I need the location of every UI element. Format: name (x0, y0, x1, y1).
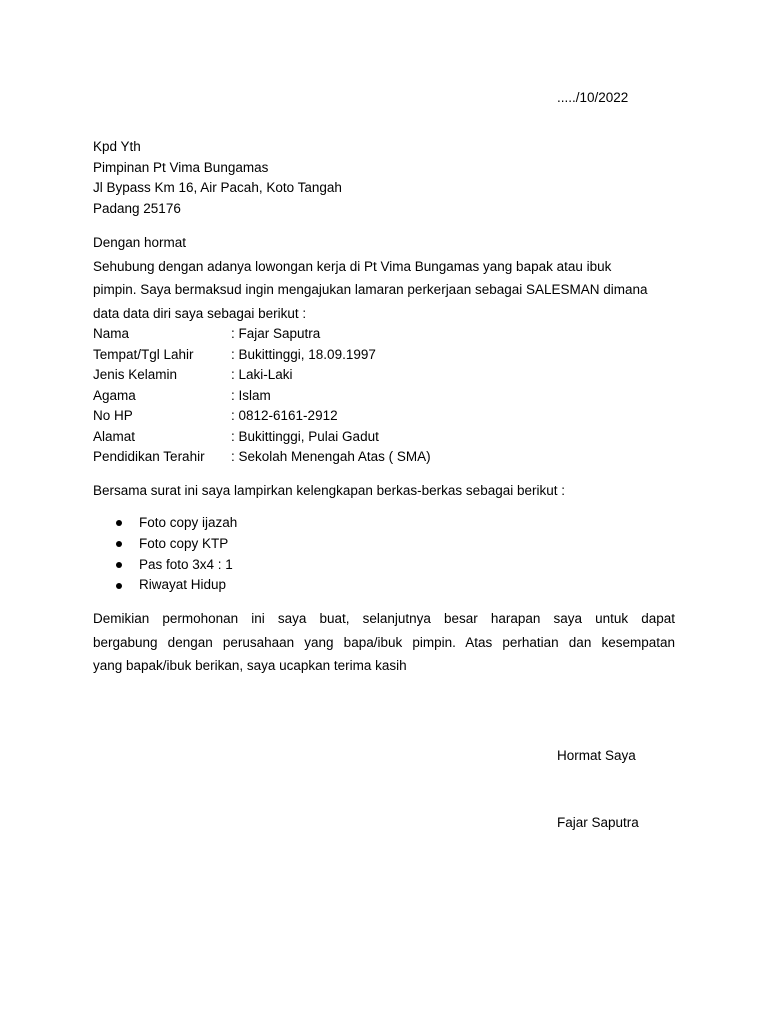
detail-label: Jenis Kelamin (93, 367, 178, 382)
detail-row (93, 406, 653, 427)
detail-label: Agama (93, 387, 136, 403)
recipient-line: Pimpinan Pt Vima Bungamas (93, 159, 269, 175)
list-item (93, 555, 237, 576)
opening-block (93, 231, 675, 325)
recipient-block (93, 137, 653, 219)
closing-line: bergabung dengan perusahaan yang bapa/ibuk pimpin. Atas perhatian dan kesempatan (93, 634, 675, 650)
detail-row (93, 427, 653, 448)
intro-line: Sehubung dengan adanya lowongan kerja di Pt Vima Bungamas yang bapak atau ibuk (93, 258, 612, 274)
detail-value: : Islam (231, 387, 271, 403)
detail-label: Alamat (93, 428, 136, 444)
attachment-text: Foto copy KTP (139, 535, 229, 551)
list-item (93, 513, 237, 534)
intro-line: data data diri saya sebagai berikut : (93, 305, 307, 321)
detail-label: No HP (93, 408, 133, 423)
attachments-list (93, 513, 237, 596)
letter-date: ...../10/2022 (557, 90, 629, 105)
intro-line: pimpin. Saya bermaksud ingin mengajukan lamaran perkerjaan sebagai SALESMAN dimana (93, 282, 648, 297)
closing-line: Demikian permohonan ini saya buat, selanjutnya besar harapan saya untuk dapat (93, 611, 675, 626)
detail-label: Nama (93, 326, 130, 341)
bullet-icon (116, 562, 122, 568)
detail-row (93, 345, 653, 366)
detail-row (93, 365, 653, 386)
personal-details (93, 324, 653, 468)
bullet-icon (116, 541, 122, 547)
attachment-text: Riwayat Hidup (139, 577, 227, 593)
detail-value: : Bukittinggi, Pulai Gadut (231, 428, 379, 444)
detail-label: Pendidikan Terahir (93, 449, 205, 464)
detail-label: Tempat/Tgl Lahir (93, 346, 194, 362)
recipient-line: Jl Bypass Km 16, Air Pacah, Koto Tangah (93, 180, 342, 195)
sign-greeting: Hormat Saya (557, 748, 636, 763)
bullet-icon (116, 583, 122, 589)
recipient-line: Kpd Yth (93, 139, 141, 154)
closing-line: yang bapak/ibuk berikan, saya ucapkan terima kasih (93, 658, 407, 673)
recipient-line: Padang 25176 (93, 200, 181, 216)
detail-value: : Bukittinggi, 18.09.1997 (231, 346, 376, 362)
attachments-intro: Bersama surat ini saya lampirkan kelengkapan berkas-berkas sebagai berikut : (93, 483, 565, 498)
list-item (93, 575, 237, 596)
detail-value: : Laki-Laki (231, 367, 293, 382)
bullet-icon (116, 520, 122, 526)
detail-row (93, 324, 653, 345)
detail-value: : Fajar Saputra (231, 326, 321, 341)
detail-value: : 0812-6161-2912 (231, 408, 338, 423)
list-item (93, 534, 237, 555)
attachment-text: Pas foto 3x4 : 1 (139, 556, 233, 572)
detail-row (93, 447, 653, 468)
detail-value: : Sekolah Menengah Atas ( SMA) (231, 449, 431, 464)
detail-row (93, 386, 653, 407)
salutation: Dengan hormat (93, 235, 187, 250)
closing-paragraph (93, 607, 675, 678)
attachment-text: Foto copy ijazah (139, 515, 238, 530)
sign-name: Fajar Saputra (557, 815, 639, 830)
